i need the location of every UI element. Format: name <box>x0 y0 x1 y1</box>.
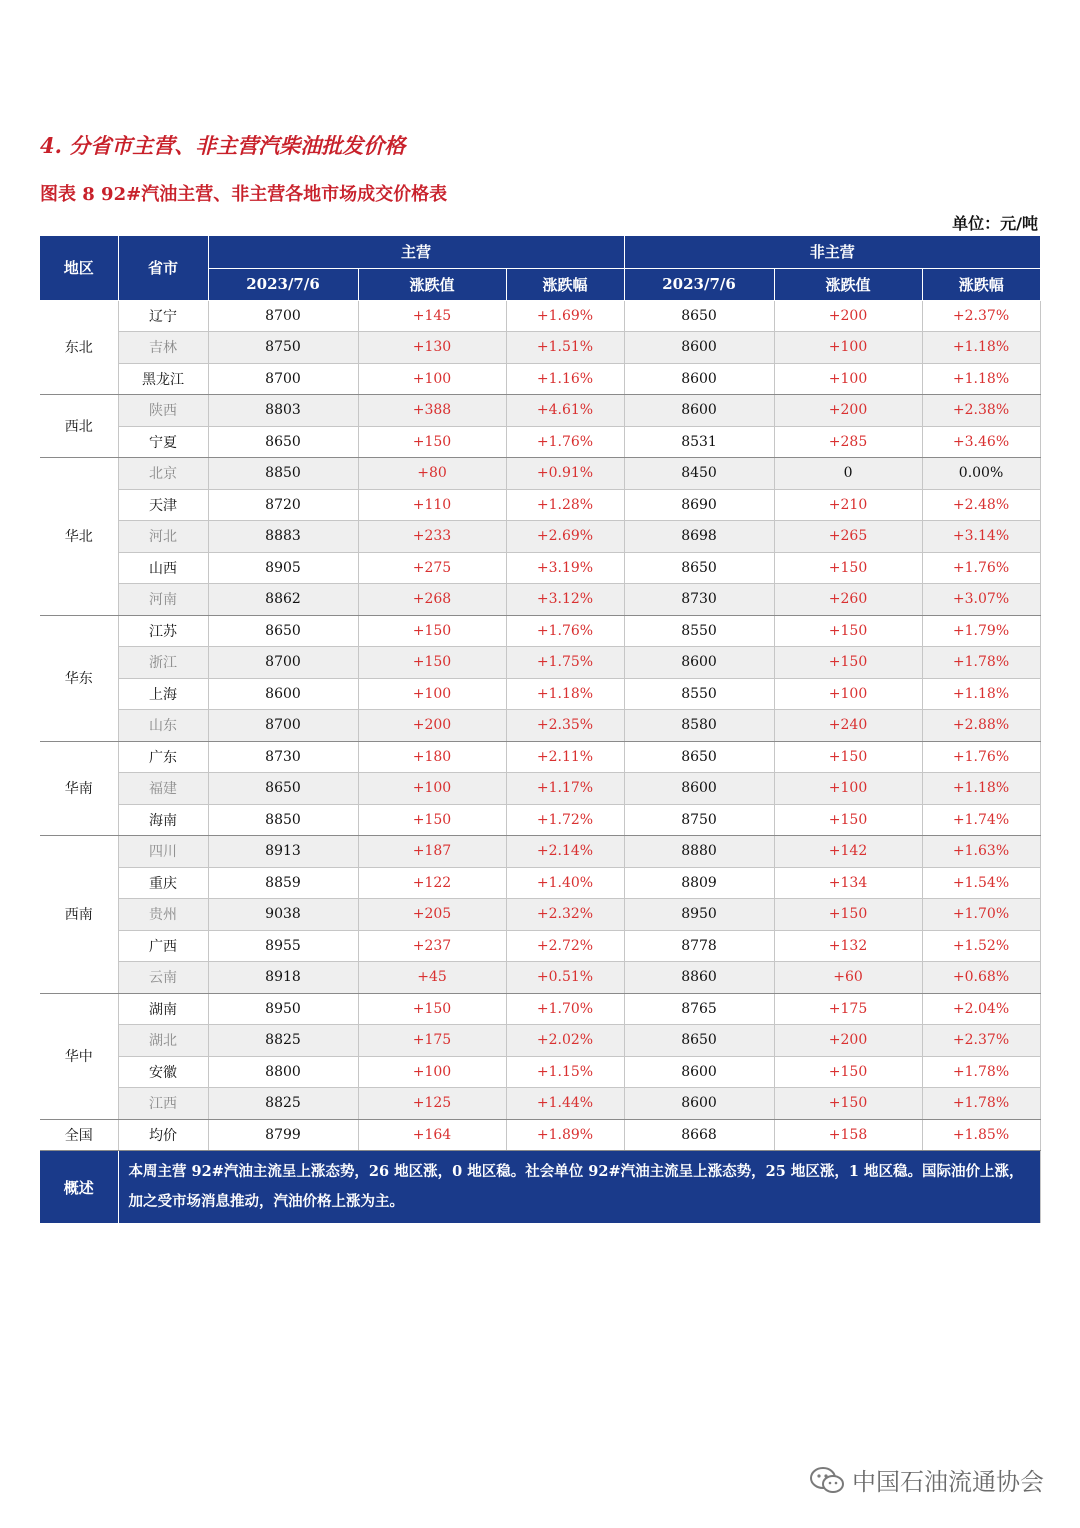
m-pct-cell: +1.51% <box>506 332 624 364</box>
province-cell: 宁夏 <box>118 426 208 458</box>
table-row <box>40 426 1040 458</box>
table-row <box>40 458 1040 490</box>
m-price-cell: 8950 <box>208 993 358 1025</box>
header-nonmain-pct: 涨跌幅 <box>922 268 1040 300</box>
m-change-cell: +130 <box>358 332 506 364</box>
m-price-cell: 8825 <box>208 1025 358 1057</box>
n-pct-cell: +2.38% <box>922 395 1040 427</box>
m-price-cell: 8720 <box>208 489 358 521</box>
n-change-cell: +150 <box>774 647 922 679</box>
province-cell: 贵州 <box>118 899 208 931</box>
n-pct-cell: +3.07% <box>922 584 1040 616</box>
m-price-cell: 8859 <box>208 867 358 899</box>
m-price-cell: 8650 <box>208 615 358 647</box>
m-change-cell: +150 <box>358 647 506 679</box>
m-price-cell: 8825 <box>208 1088 358 1120</box>
n-pct-cell: +1.18% <box>922 678 1040 710</box>
n-price-cell: 8550 <box>624 678 774 710</box>
n-pct-cell: +1.85% <box>922 1119 1040 1151</box>
n-change-cell: +150 <box>774 899 922 931</box>
m-change-cell: +233 <box>358 521 506 553</box>
m-price-cell: 8955 <box>208 930 358 962</box>
n-pct-cell: +3.14% <box>922 521 1040 553</box>
m-pct-cell: +1.70% <box>506 993 624 1025</box>
n-change-cell: +150 <box>774 804 922 836</box>
m-change-cell: +150 <box>358 426 506 458</box>
province-cell: 黑龙江 <box>118 363 208 395</box>
table-row <box>40 930 1040 962</box>
n-price-cell: 8600 <box>624 332 774 364</box>
section-title: 4. 分省市主营、非主营汽柴油批发价格 <box>40 133 406 158</box>
m-pct-cell: +2.69% <box>506 521 624 553</box>
table-row <box>40 521 1040 553</box>
table-row <box>40 395 1040 427</box>
n-change-cell: +150 <box>774 1088 922 1120</box>
table-row <box>40 647 1040 679</box>
m-price-cell: 8600 <box>208 678 358 710</box>
n-price-cell: 8750 <box>624 804 774 836</box>
m-change-cell: +100 <box>358 363 506 395</box>
n-change-cell: +158 <box>774 1119 922 1151</box>
n-pct-cell: +0.68% <box>922 962 1040 994</box>
n-change-cell: +200 <box>774 300 922 332</box>
m-change-cell: +145 <box>358 300 506 332</box>
n-price-cell: 8650 <box>624 552 774 584</box>
watermark-text: 中国石油流通协会 <box>852 1468 1044 1496</box>
watermark <box>808 1462 1044 1497</box>
province-cell: 江西 <box>118 1088 208 1120</box>
region-cell: 华北 <box>40 458 118 616</box>
n-price-cell: 8600 <box>624 773 774 805</box>
n-change-cell: +100 <box>774 363 922 395</box>
n-change-cell: +100 <box>774 773 922 805</box>
m-pct-cell: +2.72% <box>506 930 624 962</box>
n-change-cell: +200 <box>774 1025 922 1057</box>
n-change-cell: +134 <box>774 867 922 899</box>
m-pct-cell: +2.14% <box>506 836 624 868</box>
n-pct-cell: +1.18% <box>922 773 1040 805</box>
n-change-cell: +260 <box>774 584 922 616</box>
wechat-icon <box>808 1465 846 1495</box>
n-change-cell: +150 <box>774 615 922 647</box>
n-change-cell: +150 <box>774 1056 922 1088</box>
m-price-cell: 8850 <box>208 804 358 836</box>
m-change-cell: +237 <box>358 930 506 962</box>
n-price-cell: 8668 <box>624 1119 774 1151</box>
n-pct-cell: +1.70% <box>922 899 1040 931</box>
m-change-cell: +275 <box>358 552 506 584</box>
m-price-cell: 8799 <box>208 1119 358 1151</box>
m-pct-cell: +0.51% <box>506 962 624 994</box>
n-price-cell: 8600 <box>624 1088 774 1120</box>
province-cell: 均价 <box>118 1119 208 1151</box>
province-cell: 广东 <box>118 741 208 773</box>
n-change-cell: +132 <box>774 930 922 962</box>
region-cell: 华南 <box>40 741 118 836</box>
unit-label: 单位：元/吨 <box>952 214 1038 233</box>
chart-title: 图表 8 92#汽油主营、非主营各地市场成交价格表 <box>40 184 448 205</box>
table-row <box>40 363 1040 395</box>
n-pct-cell: +1.76% <box>922 741 1040 773</box>
n-price-cell: 8531 <box>624 426 774 458</box>
region-cell: 华中 <box>40 993 118 1119</box>
m-pct-cell: +3.19% <box>506 552 624 584</box>
province-cell: 湖南 <box>118 993 208 1025</box>
n-pct-cell: +3.46% <box>922 426 1040 458</box>
table-row <box>40 741 1040 773</box>
m-pct-cell: +1.89% <box>506 1119 624 1151</box>
m-change-cell: +100 <box>358 678 506 710</box>
header-nonmain-date: 2023/7/6 <box>624 268 774 300</box>
table-row <box>40 804 1040 836</box>
table-row <box>40 867 1040 899</box>
table-row <box>40 584 1040 616</box>
m-change-cell: +150 <box>358 993 506 1025</box>
table-row <box>40 552 1040 584</box>
province-cell: 广西 <box>118 930 208 962</box>
m-change-cell: +205 <box>358 899 506 931</box>
table-row <box>40 1025 1040 1057</box>
n-change-cell: 0 <box>774 458 922 490</box>
region-cell: 西北 <box>40 395 118 458</box>
n-pct-cell: +1.18% <box>922 332 1040 364</box>
table-row <box>40 710 1040 742</box>
n-pct-cell: +1.76% <box>922 552 1040 584</box>
n-price-cell: 8650 <box>624 1025 774 1057</box>
table-row <box>40 678 1040 710</box>
m-pct-cell: +4.61% <box>506 395 624 427</box>
province-cell: 山东 <box>118 710 208 742</box>
n-change-cell: +150 <box>774 741 922 773</box>
region-cell: 全国 <box>40 1119 118 1151</box>
m-pct-cell: +2.02% <box>506 1025 624 1057</box>
n-price-cell: 8600 <box>624 363 774 395</box>
table-row <box>40 836 1040 868</box>
m-pct-cell: +1.76% <box>506 615 624 647</box>
m-price-cell: 8883 <box>208 521 358 553</box>
n-price-cell: 8600 <box>624 1056 774 1088</box>
n-pct-cell: +1.74% <box>922 804 1040 836</box>
m-change-cell: +125 <box>358 1088 506 1120</box>
m-change-cell: +100 <box>358 1056 506 1088</box>
table-row <box>40 615 1040 647</box>
m-price-cell: 8862 <box>208 584 358 616</box>
table-row <box>40 899 1040 931</box>
m-change-cell: +175 <box>358 1025 506 1057</box>
n-pct-cell: +2.04% <box>922 993 1040 1025</box>
header-main-change: 涨跌值 <box>358 268 506 300</box>
n-price-cell: 8765 <box>624 993 774 1025</box>
n-pct-cell: +1.79% <box>922 615 1040 647</box>
n-pct-cell: +1.52% <box>922 930 1040 962</box>
n-price-cell: 8778 <box>624 930 774 962</box>
n-pct-cell: +1.78% <box>922 1088 1040 1120</box>
province-cell: 天津 <box>118 489 208 521</box>
m-change-cell: +100 <box>358 773 506 805</box>
m-change-cell: +200 <box>358 710 506 742</box>
n-price-cell: 8450 <box>624 458 774 490</box>
table-row <box>40 1119 1040 1151</box>
province-cell: 湖北 <box>118 1025 208 1057</box>
table-row <box>40 1056 1040 1088</box>
header-nonmain-change: 涨跌值 <box>774 268 922 300</box>
m-price-cell: 8650 <box>208 426 358 458</box>
province-cell: 上海 <box>118 678 208 710</box>
m-price-cell: 8750 <box>208 332 358 364</box>
province-cell: 吉林 <box>118 332 208 364</box>
n-pct-cell: +2.88% <box>922 710 1040 742</box>
province-cell: 江苏 <box>118 615 208 647</box>
n-price-cell: 8860 <box>624 962 774 994</box>
n-price-cell: 8690 <box>624 489 774 521</box>
m-change-cell: +80 <box>358 458 506 490</box>
header-nonmain: 非主营 <box>624 236 1040 268</box>
table-body <box>40 300 1040 1151</box>
n-price-cell: 8730 <box>624 584 774 616</box>
n-price-cell: 8580 <box>624 710 774 742</box>
n-change-cell: +210 <box>774 489 922 521</box>
n-pct-cell: +1.18% <box>922 363 1040 395</box>
m-pct-cell: +1.75% <box>506 647 624 679</box>
province-cell: 福建 <box>118 773 208 805</box>
n-price-cell: 8600 <box>624 395 774 427</box>
province-cell: 山西 <box>118 552 208 584</box>
n-change-cell: +60 <box>774 962 922 994</box>
m-pct-cell: +2.11% <box>506 741 624 773</box>
m-change-cell: +180 <box>358 741 506 773</box>
province-cell: 海南 <box>118 804 208 836</box>
province-cell: 四川 <box>118 836 208 868</box>
m-pct-cell: +1.17% <box>506 773 624 805</box>
m-pct-cell: +1.28% <box>506 489 624 521</box>
m-change-cell: +45 <box>358 962 506 994</box>
m-pct-cell: +1.40% <box>506 867 624 899</box>
m-change-cell: +187 <box>358 836 506 868</box>
province-cell: 安徽 <box>118 1056 208 1088</box>
m-pct-cell: +1.16% <box>506 363 624 395</box>
n-pct-cell: +1.63% <box>922 836 1040 868</box>
header-main-pct: 涨跌幅 <box>506 268 624 300</box>
m-price-cell: 8700 <box>208 647 358 679</box>
m-price-cell: 8918 <box>208 962 358 994</box>
summary-text: 本周主营 92#汽油主流呈上涨态势，26 地区涨，0 地区稳。社会单位 92#汽油主流呈上涨态势，25 地区涨，1 地区稳。国际油价上涨，加之受市场消息推动，汽油价格上涨为主。 <box>118 1151 1040 1224</box>
table-row <box>40 300 1040 332</box>
n-change-cell: +100 <box>774 332 922 364</box>
region-cell: 华东 <box>40 615 118 741</box>
province-cell: 辽宁 <box>118 300 208 332</box>
province-cell: 北京 <box>118 458 208 490</box>
header-province: 省市 <box>118 236 208 300</box>
m-change-cell: +150 <box>358 615 506 647</box>
region-cell: 东北 <box>40 300 118 395</box>
m-change-cell: +150 <box>358 804 506 836</box>
n-change-cell: +265 <box>774 521 922 553</box>
m-pct-cell: +0.91% <box>506 458 624 490</box>
m-change-cell: +388 <box>358 395 506 427</box>
m-price-cell: 8730 <box>208 741 358 773</box>
m-price-cell: 8913 <box>208 836 358 868</box>
table-row <box>40 993 1040 1025</box>
table-row <box>40 962 1040 994</box>
n-price-cell: 8698 <box>624 521 774 553</box>
m-pct-cell: +1.76% <box>506 426 624 458</box>
province-cell: 河南 <box>118 584 208 616</box>
n-price-cell: 8600 <box>624 647 774 679</box>
m-pct-cell: +3.12% <box>506 584 624 616</box>
m-price-cell: 8850 <box>208 458 358 490</box>
price-table <box>40 236 1041 1223</box>
n-change-cell: +150 <box>774 552 922 584</box>
m-pct-cell: +1.18% <box>506 678 624 710</box>
n-price-cell: 8880 <box>624 836 774 868</box>
n-price-cell: 8650 <box>624 741 774 773</box>
m-price-cell: 9038 <box>208 899 358 931</box>
table-row <box>40 773 1040 805</box>
m-pct-cell: +1.72% <box>506 804 624 836</box>
province-cell: 云南 <box>118 962 208 994</box>
n-pct-cell: +2.37% <box>922 1025 1040 1057</box>
n-price-cell: 8550 <box>624 615 774 647</box>
m-price-cell: 8700 <box>208 300 358 332</box>
m-change-cell: +110 <box>358 489 506 521</box>
m-change-cell: +268 <box>358 584 506 616</box>
province-cell: 陕西 <box>118 395 208 427</box>
n-pct-cell: +1.54% <box>922 867 1040 899</box>
m-pct-cell: +2.32% <box>506 899 624 931</box>
m-change-cell: +122 <box>358 867 506 899</box>
province-cell: 浙江 <box>118 647 208 679</box>
summary-label: 概述 <box>40 1151 118 1224</box>
m-pct-cell: +1.69% <box>506 300 624 332</box>
header-main-date: 2023/7/6 <box>208 268 358 300</box>
n-pct-cell: 0.00% <box>922 458 1040 490</box>
n-change-cell: +285 <box>774 426 922 458</box>
n-change-cell: +100 <box>774 678 922 710</box>
m-price-cell: 8803 <box>208 395 358 427</box>
m-pct-cell: +1.15% <box>506 1056 624 1088</box>
n-change-cell: +240 <box>774 710 922 742</box>
n-change-cell: +142 <box>774 836 922 868</box>
m-change-cell: +164 <box>358 1119 506 1151</box>
n-pct-cell: +2.48% <box>922 489 1040 521</box>
province-cell: 重庆 <box>118 867 208 899</box>
m-price-cell: 8800 <box>208 1056 358 1088</box>
n-price-cell: 8650 <box>624 300 774 332</box>
m-price-cell: 8905 <box>208 552 358 584</box>
n-price-cell: 8950 <box>624 899 774 931</box>
header-main: 主营 <box>208 236 624 268</box>
m-price-cell: 8700 <box>208 710 358 742</box>
table-row <box>40 489 1040 521</box>
n-pct-cell: +1.78% <box>922 647 1040 679</box>
n-price-cell: 8809 <box>624 867 774 899</box>
province-cell: 河北 <box>118 521 208 553</box>
table-row <box>40 332 1040 364</box>
region-cell: 西南 <box>40 836 118 994</box>
m-pct-cell: +2.35% <box>506 710 624 742</box>
n-pct-cell: +2.37% <box>922 300 1040 332</box>
n-change-cell: +175 <box>774 993 922 1025</box>
m-pct-cell: +1.44% <box>506 1088 624 1120</box>
m-price-cell: 8700 <box>208 363 358 395</box>
m-price-cell: 8650 <box>208 773 358 805</box>
table-row <box>40 1088 1040 1120</box>
n-pct-cell: +1.78% <box>922 1056 1040 1088</box>
header-region: 地区 <box>40 236 118 300</box>
n-change-cell: +200 <box>774 395 922 427</box>
